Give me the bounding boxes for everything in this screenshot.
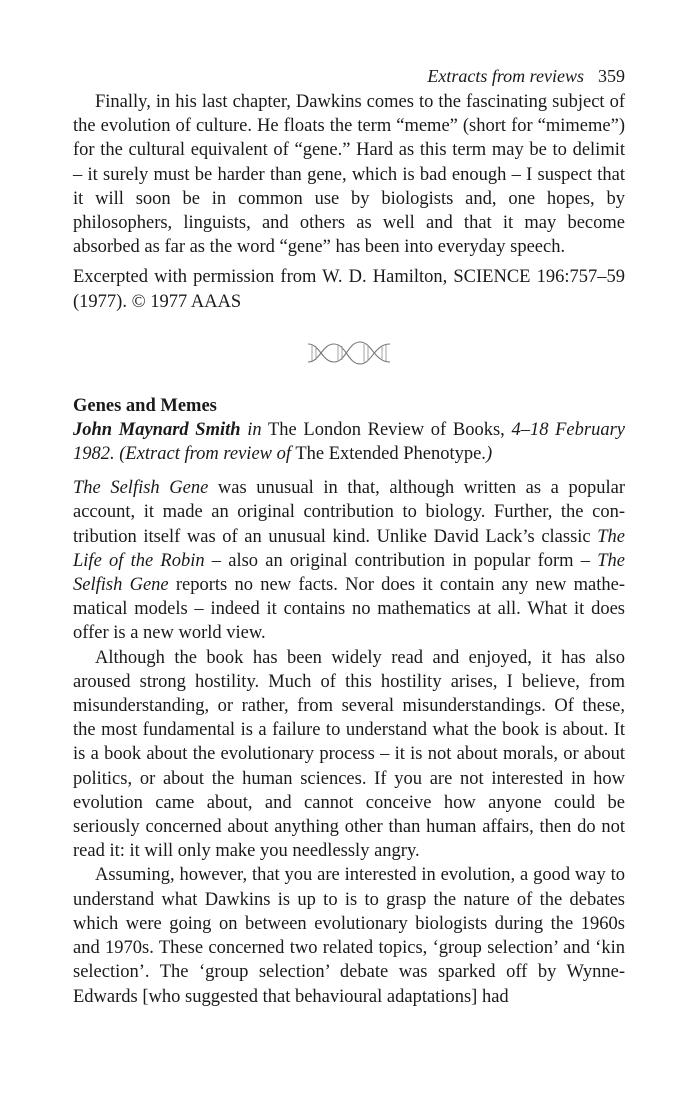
byline-close-paren: ) (485, 444, 493, 465)
review-one-credit: Excerpted with permission from W. D. Hamilton, SCIENCE 196:757–59 (1977). © 1977 AAAS (73, 267, 625, 312)
paragraph-text: – also an original contribution in popular form – (204, 550, 598, 571)
running-head (73, 64, 625, 88)
book-title-life-of-robin: The Life of the Robin (73, 526, 625, 571)
byline-publication: The London Review of Books, (267, 419, 505, 440)
byline-extract-note: (Extract from review of (119, 444, 292, 465)
review-byline (73, 418, 625, 466)
paragraph-text: was unusual in that, although written as a popular account, it made an original contribution to biology. Further, the contribution itself was of an unusual kind. Unlike David Lack’s classic (73, 478, 625, 547)
section-heading: Genes and Memes (73, 395, 217, 416)
review-two-paragraph-1 (73, 476, 625, 645)
byline-date: 4–18 February 1982. (73, 419, 626, 465)
byline-author: John Maynard Smith (73, 419, 241, 440)
byline-book-title: The Extended Phenotype. (295, 444, 486, 465)
review-two-paragraph-3: Assuming, however, that you are interested in evolution, a good way to understand what Dawkins is up to is to grasp the nature of the debates which were going on between evolutionary biologists during the 1960s and 1970s. These concerned two related topics, ‘group selection’ and ‘kin selection’. The ‘group selection’ debate was sparked off by Wynne-Edwards [who suggested that behavioural adaptations] had (73, 865, 625, 1007)
review-two-paragraph-2: Although the book has been widely read and enjoyed, it has also aroused strong hostility. Much of this hostility arises, I believe, from misunderstanding, or rather, from several misunderstandings. Of these, the most fundamental is a failure to understand what the book is about. It is a book about the evolutionary process – it is not about morals, or about politics, or about the human sciences. If you are not interested in how evolution came about, and cannot conceive how anyone could be seriously concerned about anything other than human affairs, then do not read it: it will only make you needlessly angry. (73, 647, 625, 862)
book-title-selfish-gene: The Selfish Gene (73, 478, 209, 499)
dna-helix-ornament-icon (304, 332, 394, 372)
byline-in: in (247, 419, 262, 440)
book-title-selfish-gene: The Selfish Gene (73, 550, 625, 596)
review-one-paragraph: Finally, in his last chapter, Dawkins comes to the fascinating subject of the evolution of culture. He floats the term “meme” (short for “mimeme”) for the cultural equivalent of “gene.” Hard as this term may be to delimit – it surely must be harder than gene, which is bad enough – I suspect that it will soon be in common use by biologists and, one hopes, by philosophers, linguists, and others as well and that it may become absorbed as far as the word “gene” has been into everyday speech. (73, 92, 625, 258)
page-number: 359 (598, 66, 625, 86)
running-head-title: Extracts from reviews (427, 66, 584, 86)
book-page (73, 64, 625, 1009)
paragraph-text: reports no new facts. Nor does it contain any new mathematical models – indeed it contains no mathematics at all. What it does offer is a new world view. (73, 575, 625, 644)
